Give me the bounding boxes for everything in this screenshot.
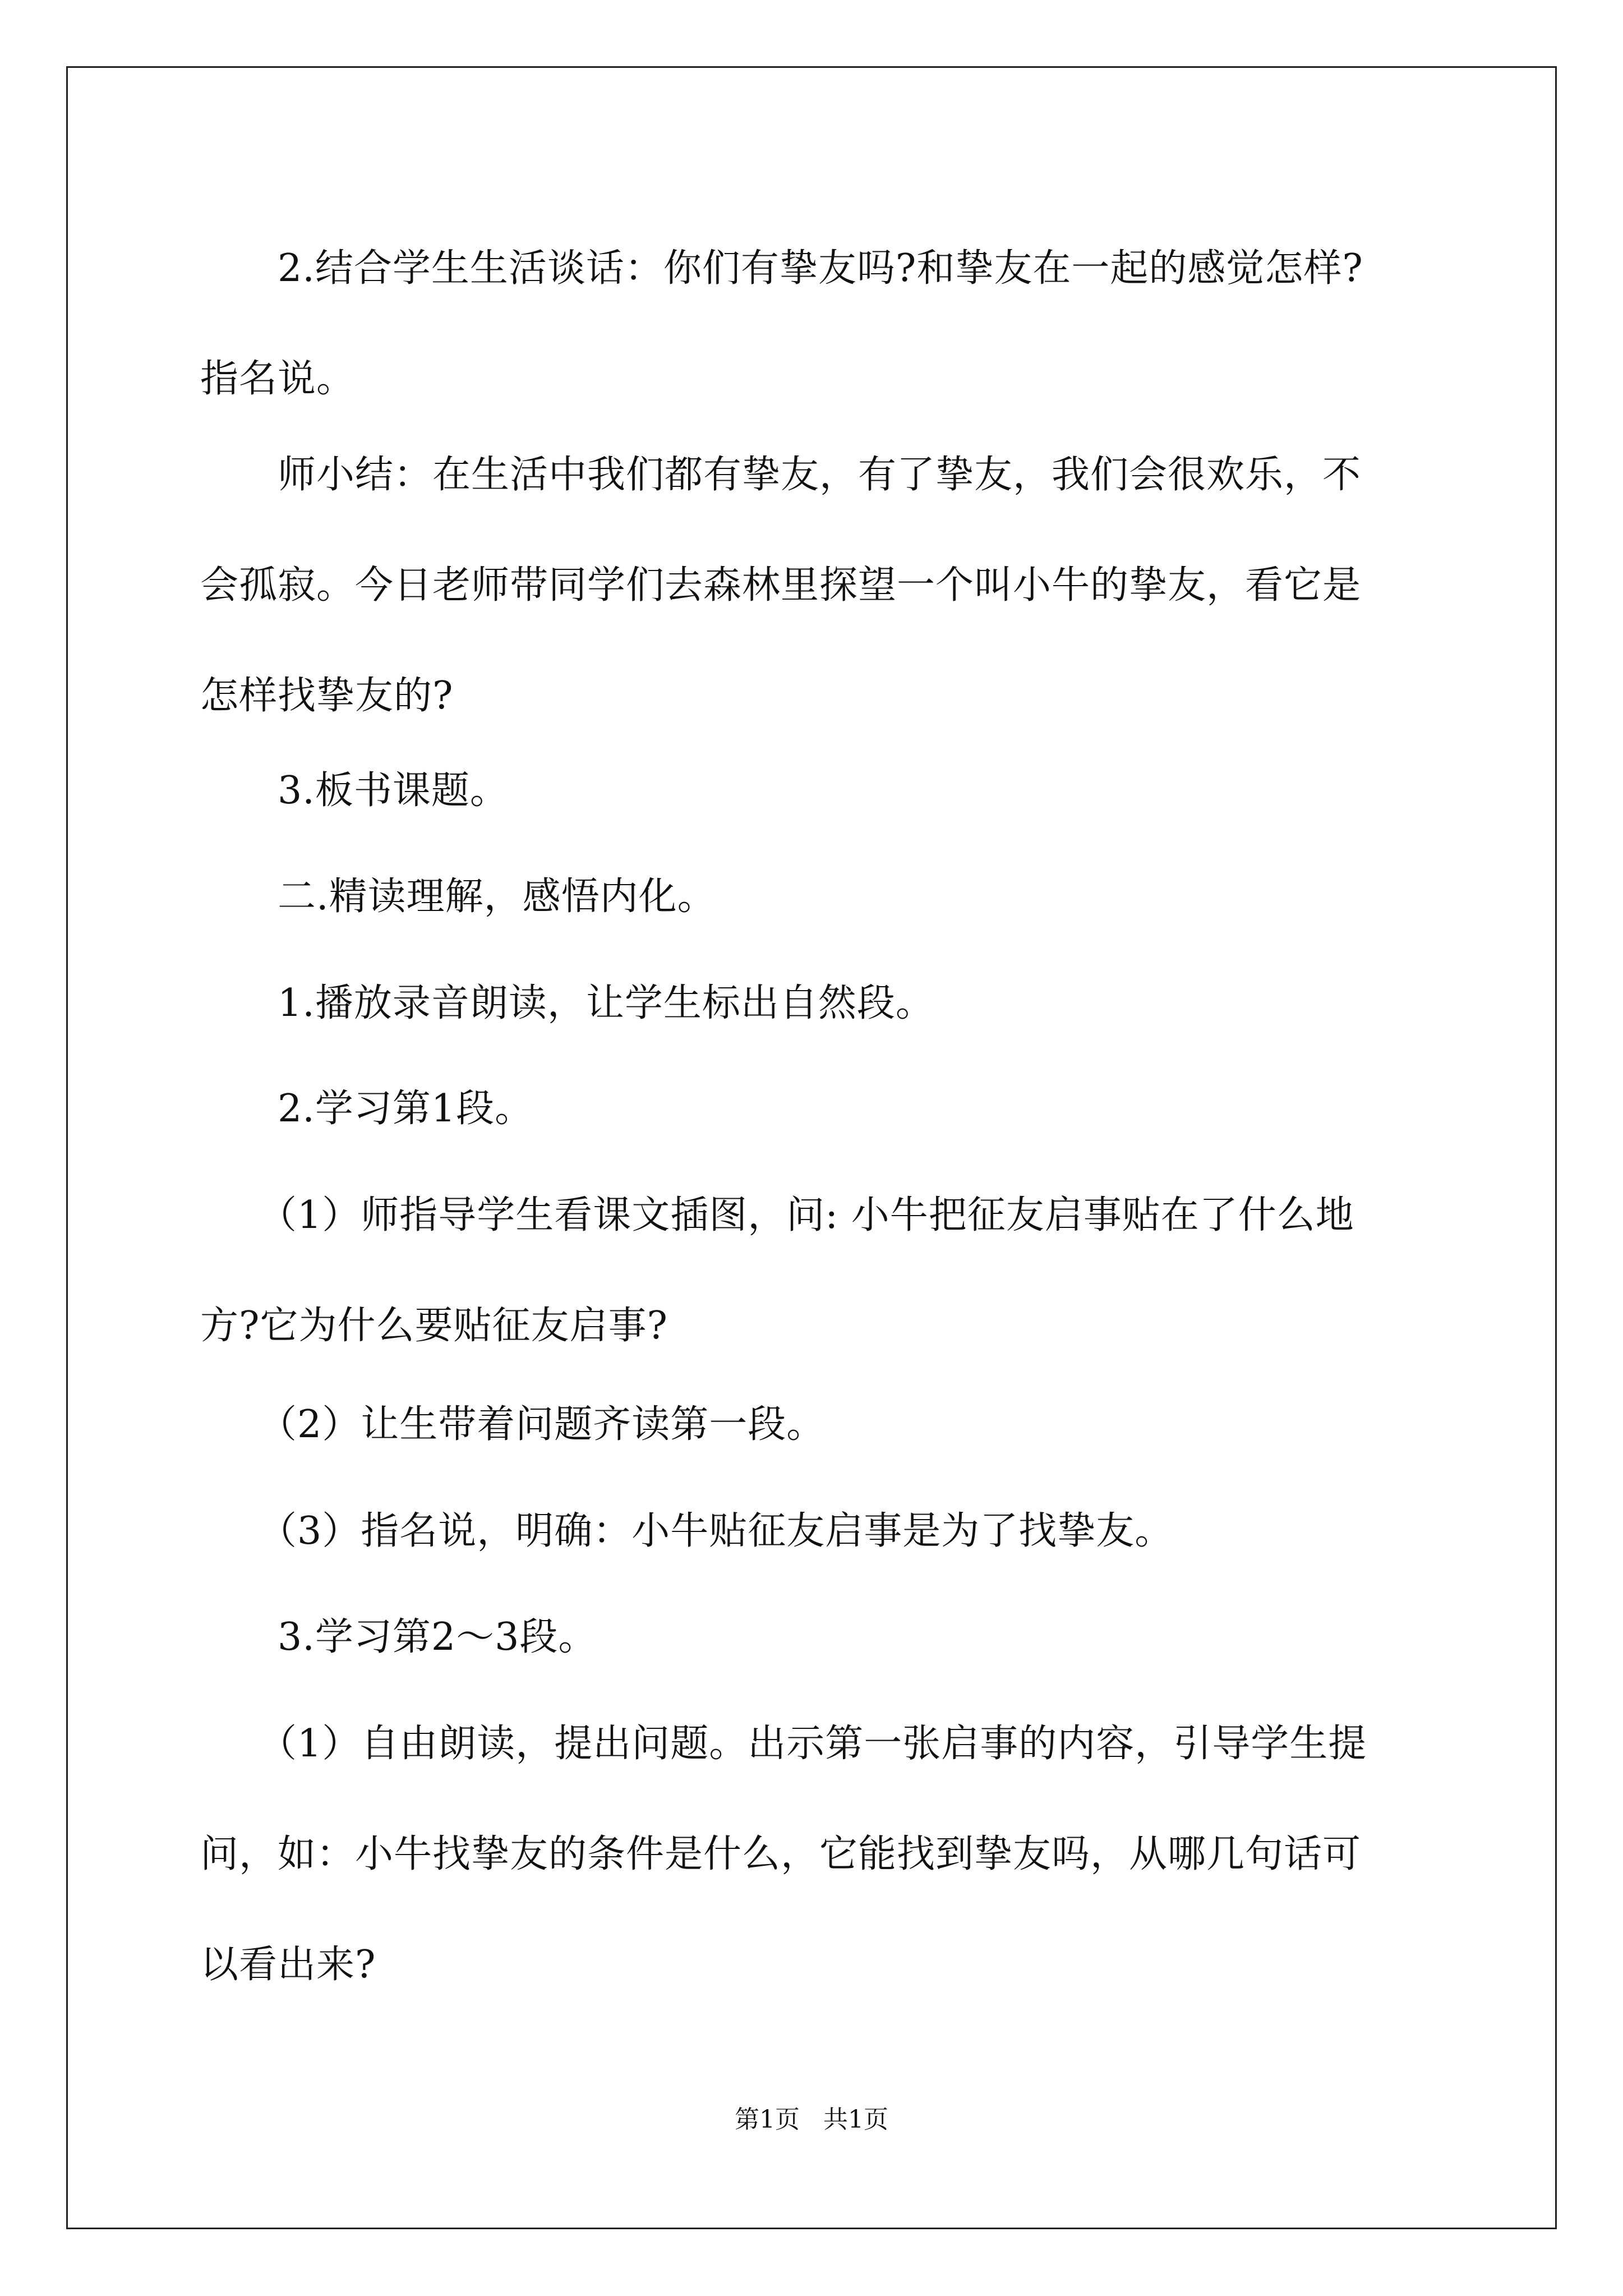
text-line: （3）指名说，明确：小牛贴征友启事是为了找挚友。 xyxy=(200,1509,1174,1553)
text-line: 1.播放录音朗读，让学生标出自然段。 xyxy=(200,981,934,1025)
text-line: （1）自由朗读，提出问题。出示第一张启事的内容，引导学生提 xyxy=(200,1722,1367,1766)
text-line: 怎样找挚友的? xyxy=(200,674,454,718)
text-line: 问，如：小牛找挚友的条件是什么，它能找到挚友吗，从哪几句话可 xyxy=(200,1832,1362,1876)
text-line: 2.学习第1段。 xyxy=(200,1087,534,1131)
paragraph xyxy=(200,1160,1437,1381)
text-line: 3.板书课题。 xyxy=(200,769,509,813)
text-line: （1）师指导学生看课文插图，问: 小牛把征友启事贴在了什么地 xyxy=(200,1193,1354,1237)
page-number: 第1页 xyxy=(735,2105,800,2134)
text-line: 方?它为什么要贴征友启事? xyxy=(200,1304,668,1348)
paragraph xyxy=(200,213,1437,434)
paragraph xyxy=(200,841,1437,952)
text-line: 会孤寂。今日老师带同学们去森林里探望一个叫小牛的挚友，看它是 xyxy=(200,563,1362,608)
page-footer xyxy=(0,2099,1623,2135)
text-line: 2.结合学生生活谈话：你们有挚友吗?和挚友在一起的感觉怎样? xyxy=(200,246,1363,291)
paragraph xyxy=(200,735,1437,846)
paragraph xyxy=(200,1369,1437,1480)
text-line: 3.学习第2～3段。 xyxy=(200,1615,597,1659)
paragraph xyxy=(200,1476,1437,1586)
paragraph xyxy=(200,948,1437,1059)
text-line: 师小结：在生活中我们都有挚友，有了挚友，我们会很欢乐，不 xyxy=(200,453,1362,497)
text-line: （2）让生带着问题齐读第一段。 xyxy=(200,1402,826,1447)
total-pages: 共1页 xyxy=(823,2105,888,2134)
paragraph xyxy=(200,420,1437,751)
paragraph xyxy=(200,1582,1437,1692)
text-line: 以看出来? xyxy=(200,1943,376,1987)
paragraph xyxy=(200,1688,1437,2020)
text-line: 二.精读理解，感悟内化。 xyxy=(200,875,716,919)
text-line: 指名说。 xyxy=(200,357,356,401)
paragraph xyxy=(200,1053,1437,1164)
